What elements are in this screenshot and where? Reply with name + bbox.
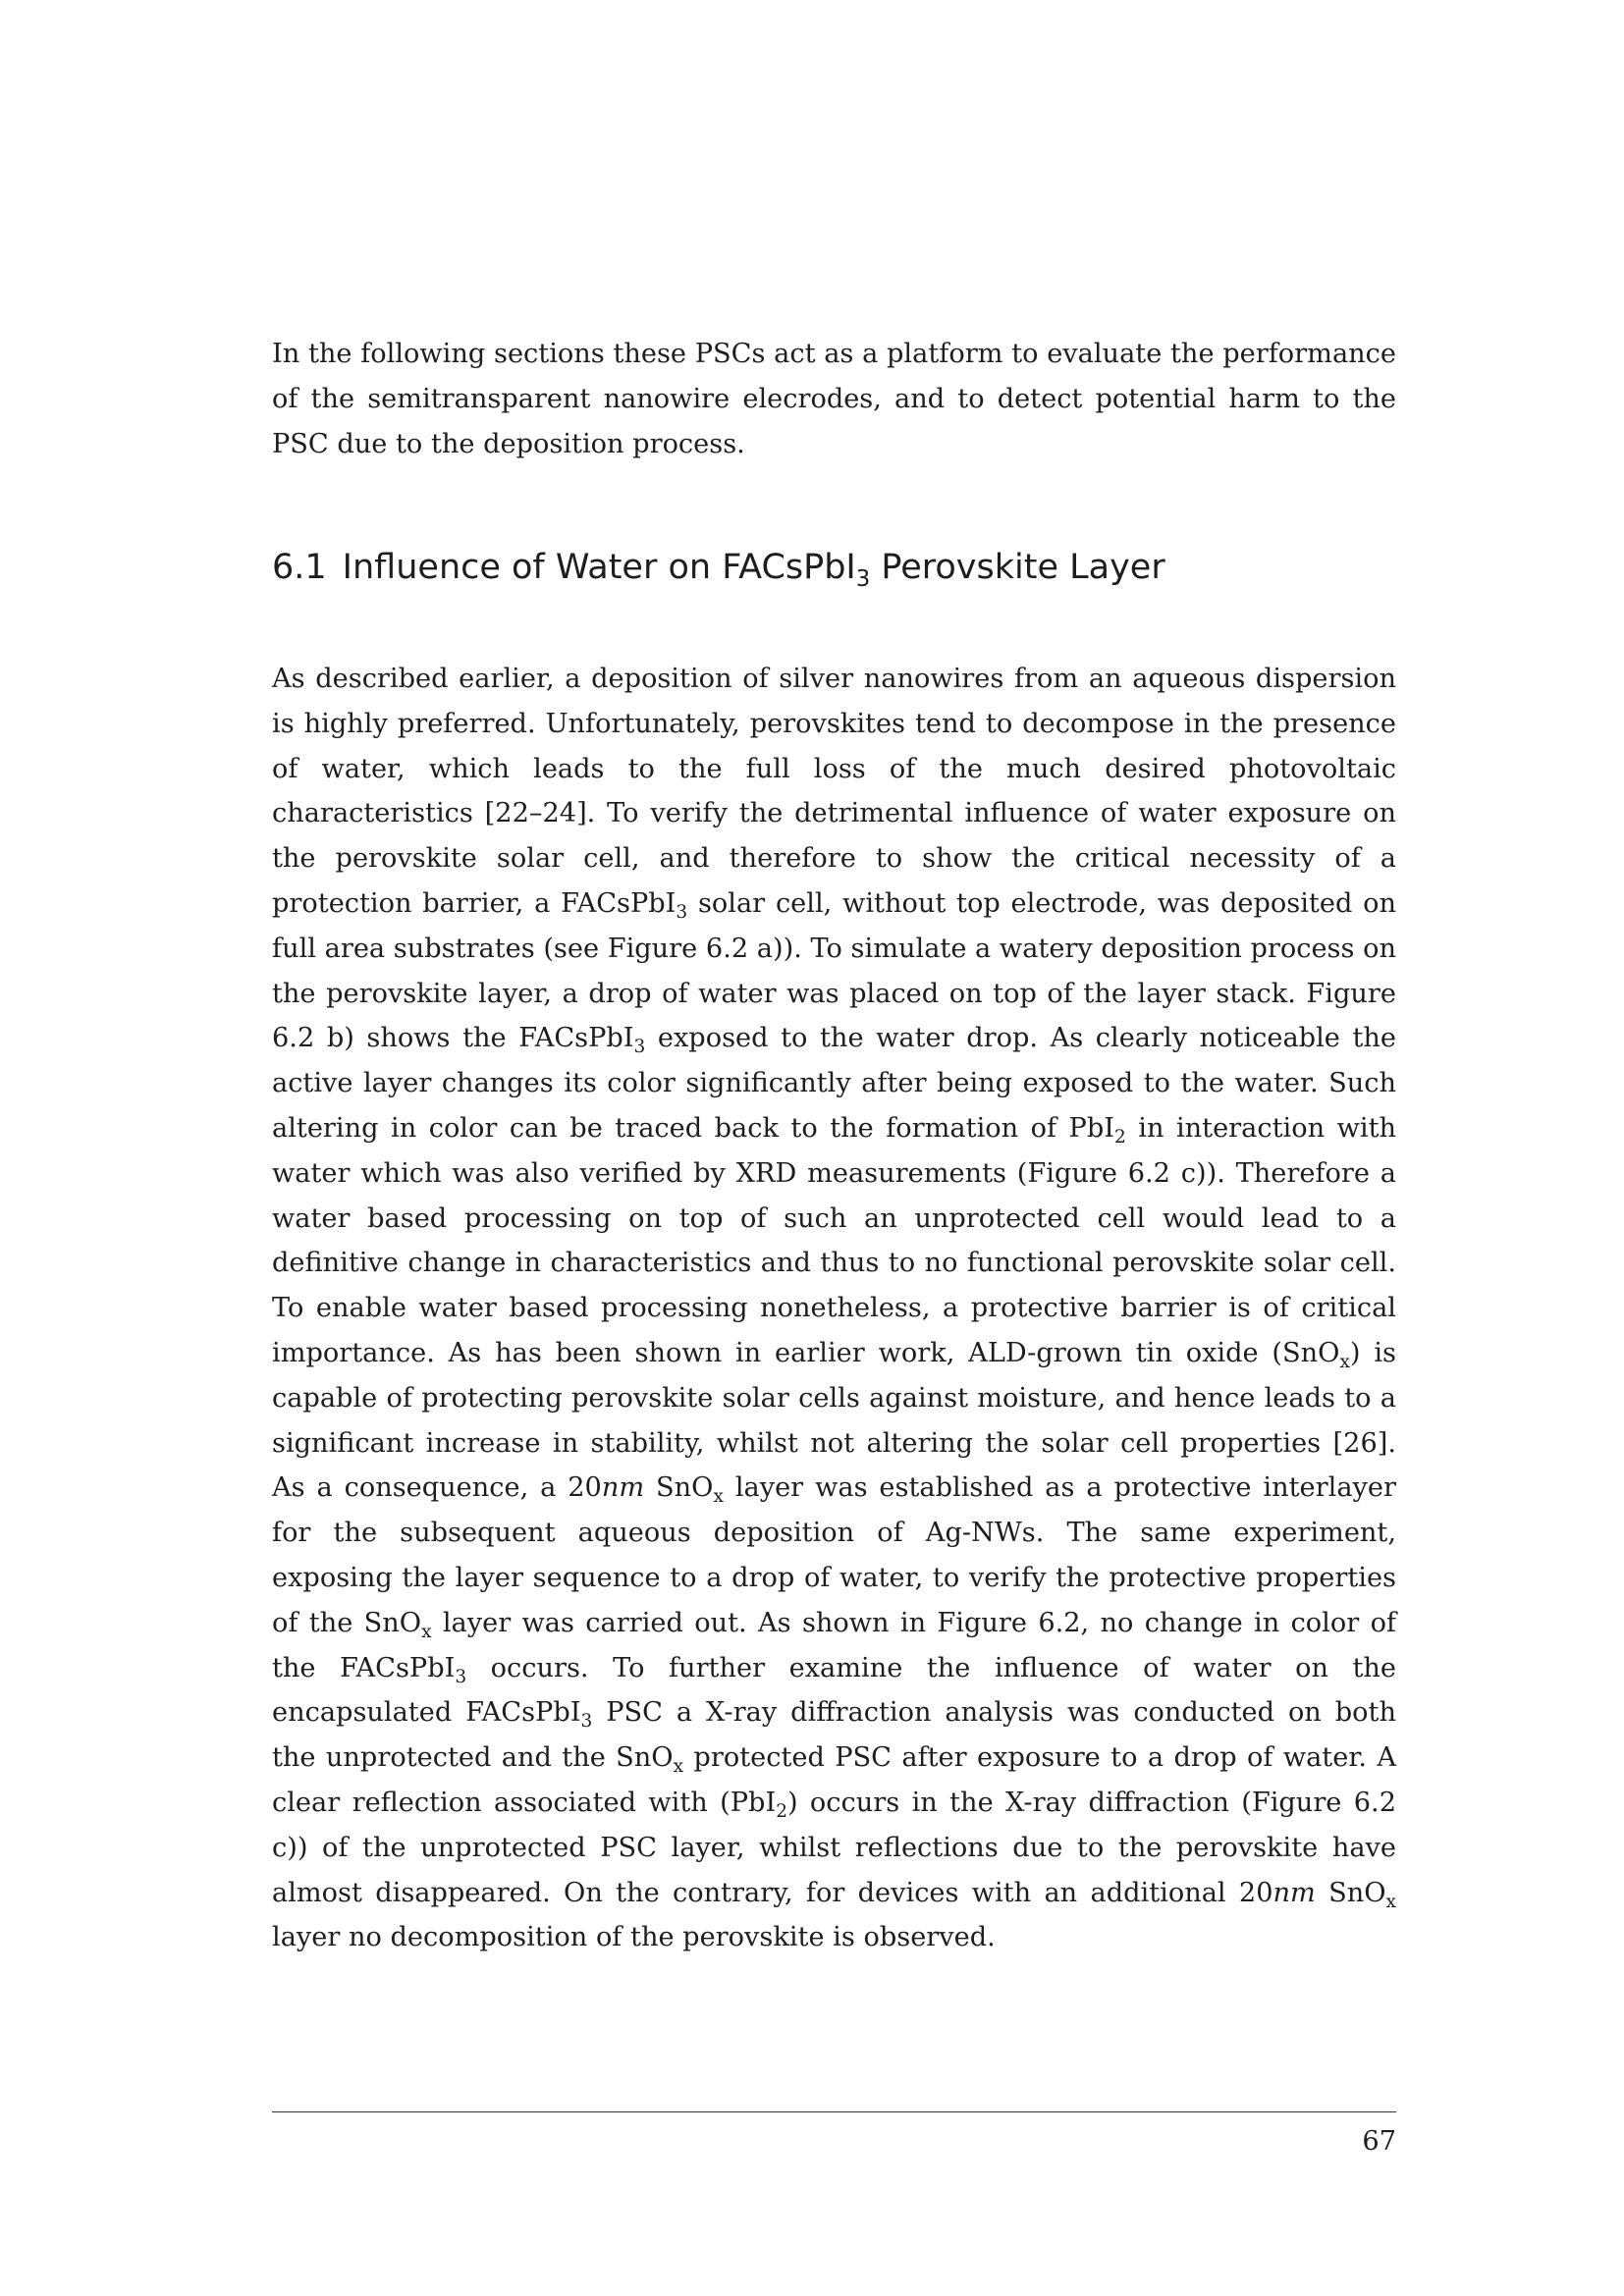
subscript: x — [1385, 1891, 1396, 1912]
footer-divider — [272, 2111, 1396, 2112]
subscript: 3 — [633, 1037, 646, 1058]
subscript: x — [421, 1621, 432, 1642]
text-run: layer was established as a protective interlayer for the subsequent aqueous deposition of Ag-NWs. The same experiment, exposing the layer sequence to a drop of water, to verify the protective properties of the SnO — [272, 1472, 1396, 1638]
text-run: layer no decomposition of the perovskite is observed. — [272, 1922, 996, 1953]
text-run: solar cell, without top electrode, was deposited on full area substrates (see Figure 6.2 a)). To simulate a watery deposition process on the perovskite layer, a drop of water was placed on top of the layer stack. Figure 6.2 b) shows the FACsPbI — [272, 887, 1396, 1054]
text-run: ) is capable of protecting perovskite solar cells against moisture, and hence leads to a significant increase in stability, whilst not altering the solar cell properties [26]. As a consequence, a 20 — [272, 1337, 1396, 1504]
subscript: 3 — [580, 1711, 593, 1733]
subscript: 2 — [1114, 1126, 1126, 1148]
subscript: x — [1339, 1351, 1350, 1372]
page-number: 67 — [1362, 2126, 1396, 2157]
body-paragraph — [272, 657, 1396, 1960]
text-run: layer was carried out. As shown in Figure 6.2, no change in color of the FACsPbI — [272, 1607, 1396, 1683]
section-number: 6.1 — [272, 548, 327, 587]
intro-paragraph — [272, 332, 1396, 466]
unit-nm: nm — [1272, 1877, 1316, 1908]
text-run: exposed to the water drop. As clearly noticeable the active layer changes its color significantly after being exposed to the water. Such altering in color can be traced back to the formation of PbI — [272, 1023, 1396, 1144]
subscript: 2 — [776, 1800, 787, 1822]
text-run: As described earlier, a deposition of silver nanowires from an aqueous dispersion is highly preferred. Unfortunately, perovskites tend to decompose in the presence of water, which leads to the full loss of the much desired photovoltaic characteristics [22–24]. To verify the detrimental influence of water exposure on the perovskite solar cell, and therefore to show the critical necessity of a protection barrier, a FACsPbI — [272, 664, 1396, 919]
section-heading — [272, 543, 1396, 592]
text-run: protected PSC after exposure to a drop of water. A clear reflection associated with (PbI — [272, 1742, 1396, 1818]
text-run: occurs. To further examine the influence of water on the encapsulated FACsPbI — [272, 1652, 1396, 1729]
subscript: x — [713, 1486, 724, 1508]
subscript: x — [673, 1756, 684, 1778]
text-run: in interaction with water which was also verified by XRD measurements (Figure 6.2 c)). Therefore a water based processing on top of such an unprotected cell would lead to a definitive change in characteristics and thus to no functional perovskite solar cell. To enable water based processing nonetheless, a protective barrier is of critical importance. As has been shown in earlier work, ALD-grown tin oxide (SnO — [272, 1112, 1396, 1368]
section-title-part: Influence of Water on FACsPbI — [342, 548, 856, 587]
section-title-subscript: 3 — [855, 565, 871, 592]
intro-text: In the following sections these PSCs act as a platform to evaluate the performance of the semitransparent nanowire elecrodes, and to detect potential harm to the PSC due to the deposition process. — [272, 339, 1396, 459]
section-title-part: Perovskite Layer — [870, 548, 1165, 587]
text-run: PSC a X-ray diffraction analysis was conducted on both the unprotected and the SnO — [272, 1697, 1396, 1774]
text-run: ) occurs in the X-ray diffraction (Figure 6.2 c)) of the unprotected PSC layer, whilst reflections due to the perovskite have almost disappeared. On the contrary, for devices with an additional 20 — [272, 1787, 1397, 1908]
subscript: 3 — [676, 901, 688, 923]
unit-nm: nm — [601, 1472, 645, 1504]
text-run: SnO — [1315, 1877, 1386, 1908]
subscript: 3 — [455, 1666, 467, 1687]
text-run: SnO — [644, 1472, 714, 1504]
